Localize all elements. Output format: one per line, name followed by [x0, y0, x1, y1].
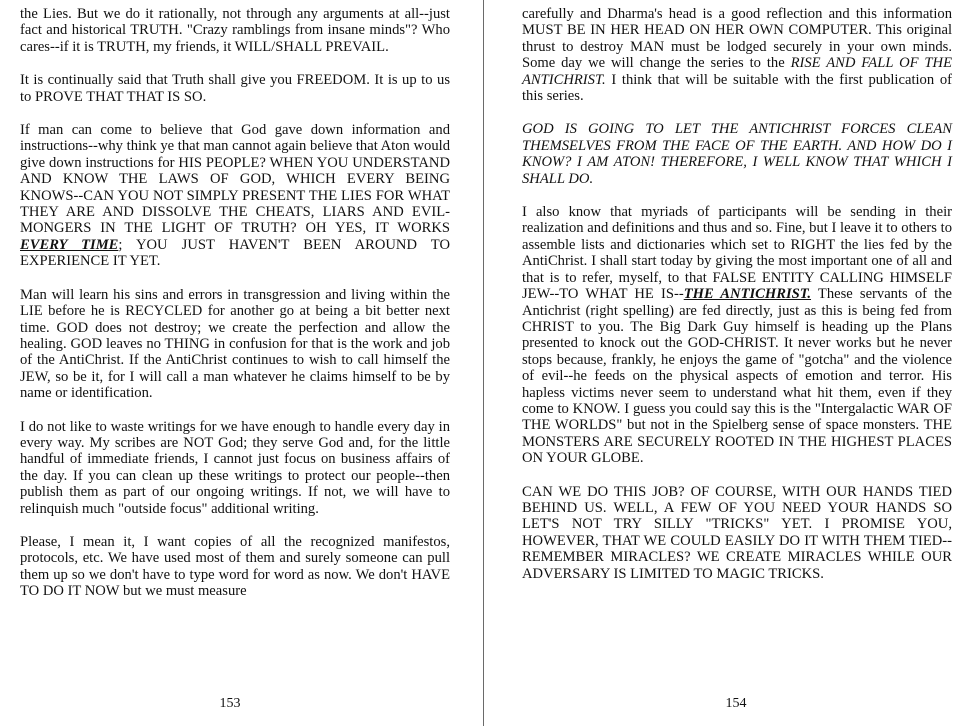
right-page	[522, 6, 952, 599]
left-page	[20, 6, 450, 617]
left-page-number: 153	[219, 696, 241, 711]
left-paragraph-3-text: If man can come to believe that God gave down information and instructions--why think ye that man cannot again believe that Aton would give down instructions for HIS PEOPLE? WHEN YOU UNDERSTAND AND KNOW THE LAWS OF GOD, WHICH EVERY BEING KNOWS--CAN YOU NOT SIMPLY PRESENT THE LIES FOR WHAT THEY ARE AND DISSOLVE THE CHEATS, LIARS AND EVIL-MONGERS IN THE LIGHT OF TRUTH? OH YES, IT WORKS	[20, 122, 450, 237]
right-paragraph-1-emphasis: RISE AND FALL OF THE ANTICHRIST.	[522, 55, 952, 88]
right-paragraph-1-tail: I think that will be suitable with the first publication of this series.	[522, 71, 952, 105]
left-paragraph-6: Please, I mean it, I want copies of all the recognized manifestos, protocols, etc. We have used most of them and surely someone can pull them up so we don't have to type word for word as now. We don't HAVE TO DO IT NOW but we must measure	[20, 533, 450, 600]
left-paragraph-2: It is continually said that Truth shall give you FREEDOM. It is up to us to PROVE THAT THAT IS SO.	[20, 72, 450, 105]
right-paragraph-3-tail: These servants of the Antichrist (right spelling) are fed directly, just as this is being fed from CHRIST to you. The Big Dark Guy himself is heading up the Plans presented to knock out the GOD-CHRIST. It never works but he never stops because, frankly, he enjoys the game of "gotcha" and the violence of evil--he feeds on the physical aspects of emotion and terror. His hapless victims never seem to understand what hit them, even if they come to KNOW. I guess you could say this is the "Intergalactic WAR OF THE WORLDS" but not in the Spielberg sense of space monsters. THE MONSTERS ARE SECURELY ROOTED IN THE HIGHEST PLACES ON YOUR GLOBE.	[522, 286, 952, 467]
left-paragraph-3-tail: ; YOU JUST HAVEN'T BEEN AROUND TO EXPERIENCE IT YET.	[20, 236, 450, 270]
right-paragraph-1-text: carefully and Dharma's head is a good reflection and this information MUST BE IN HER HEAD ON HER OWN COMPUTER. This original thrust to destroy MAN must be lodged securely in your own minds. Some day we will change the series to the	[522, 6, 952, 72]
right-paragraph-4: CAN WE DO THIS JOB? OF COURSE, WITH OUR HANDS TIED BEHIND US. WELL, A FEW OF YOU NEED YOUR HANDS SO LET'S NOT TRY SILLY "TRICKS" YET. I PROMISE YOU, HOWEVER, THAT WE COULD EASILY DO IT WITH THEM TIED--REMEMBER MIRACLES? WE CREATE MIRACLES WHILE OUR ADVERSARY IS LIMITED TO MAGIC TRICKS.	[522, 483, 952, 582]
left-paragraph-1: the Lies. But we do it rationally, not through any arguments at all--just fact and historical TRUTH. "Crazy ramblings from insane minds"? Who cares--if it is TRUTH, my friends, it WILL/SHALL PREVAIL.	[20, 6, 450, 55]
right-paragraph-2: GOD IS GOING TO LET THE ANTICHRIST FORCES CLEAN THEMSELVES FROM THE FACE OF THE EARTH. AND HOW DO I KNOW? I AM ATON! THEREFORE, I WELL KNOW THAT WHICH I SHALL DO.	[522, 121, 952, 187]
left-paragraph-3	[20, 122, 450, 270]
right-paragraph-3	[522, 204, 952, 467]
page-gutter	[483, 0, 484, 726]
right-paragraph-1	[522, 6, 952, 104]
right-page-number: 154	[725, 696, 747, 711]
left-paragraph-3-emphasis: EVERY TIME	[20, 236, 119, 253]
right-paragraph-3-emphasis: THE ANTICHRIST.	[683, 286, 812, 303]
left-paragraph-5: I do not like to waste writings for we have enough to handle every day in every way. My scribes are NOT God; they serve God and, for the little handful of immediate friends, I cannot just focus on business affairs of the day. If you can clean up these writings to protect our people--then publish them as part of our ongoing writings. If not, we will have to relinquish much "outside focus" additional writing.	[20, 418, 450, 517]
right-paragraph-3-text: I also know that myriads of participants will be sending in their realization and definitions and thus and so. Fine, but I leave it to others to assemble lists and dictionaries which set to RIGHT the lies fed by the AntiChrist. I shall start today by giving the most important one of all and that is to refer, myself, to that FALSE ENTITY CALLING HIMSELF JEW--TO WHAT HE IS--	[522, 204, 952, 303]
left-paragraph-4: Man will learn his sins and errors in transgression and living within the LIE before he is RECYCLED for another go at being a bit better next time. GOD does not destroy; we create the perfection and allow the healing. GOD leaves no THING in confusion for that is the work and job of the AntiChrist. If the AntiChrist continues to wish to call himself the JEW, so be it, for I will call a man whatever he claims himself to be by name or identification.	[20, 286, 450, 402]
